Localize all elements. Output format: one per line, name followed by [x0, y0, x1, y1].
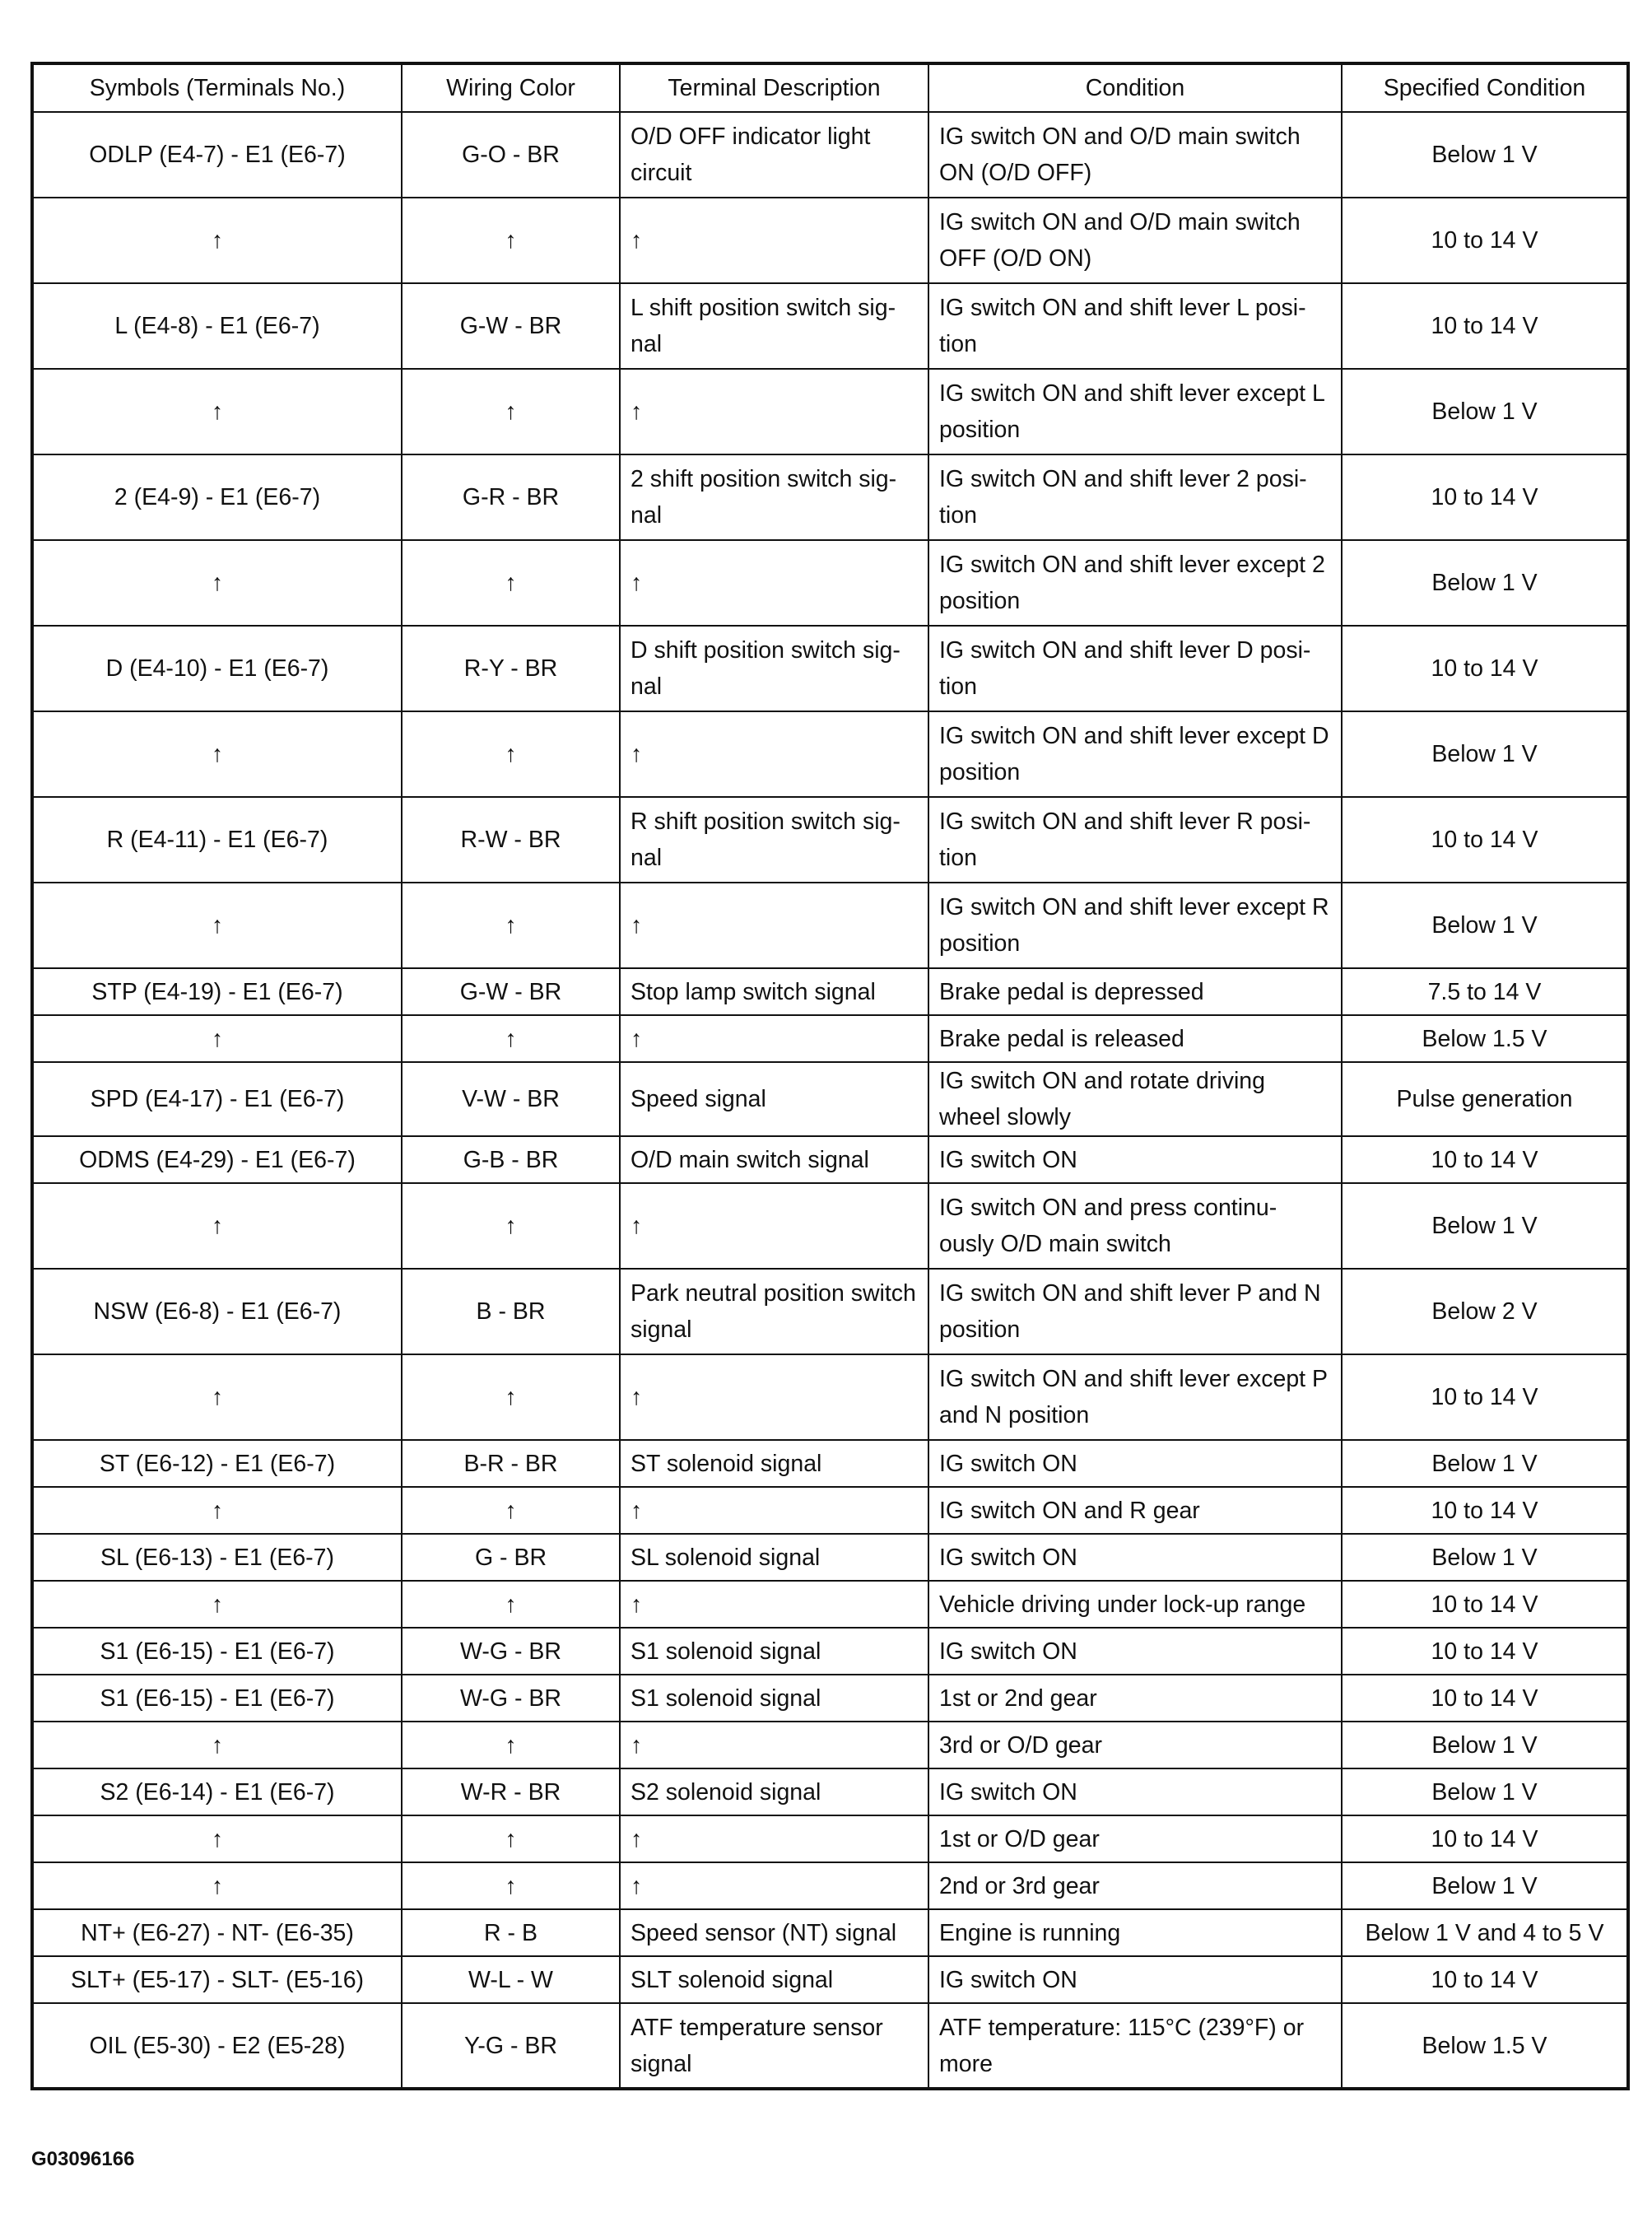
cell-symbol: S1 (E6-15) - E1 (E6-7)	[32, 1675, 402, 1722]
cell-symbol: ↑	[32, 711, 402, 797]
cell-symbol: NSW (E6-8) - E1 (E6-7)	[32, 1269, 402, 1354]
cell-terminal-description: O/D OFF indicator light circuit	[620, 112, 928, 198]
cell-terminal-description: ↑	[620, 369, 928, 454]
table-row	[32, 2003, 1628, 2089]
figure-id: G03096166	[31, 2148, 135, 2170]
cell-specified-condition: 10 to 14 V	[1342, 1581, 1628, 1628]
cell-condition: 1st or O/D gear	[928, 1815, 1342, 1862]
cell-specified-condition: 10 to 14 V	[1342, 797, 1628, 883]
cell-condition: 2nd or 3rd gear	[928, 1862, 1342, 1909]
cell-terminal-description: ↑	[620, 198, 928, 283]
cell-terminal-description: ST solenoid signal	[620, 1440, 928, 1487]
cell-condition: IG switch ON and shift lever D posi-tion	[928, 626, 1342, 711]
cell-wiring-color: R-Y - BR	[402, 626, 620, 711]
cell-condition: IG switch ON	[928, 1956, 1342, 2003]
cell-condition: IG switch ON	[928, 1628, 1342, 1675]
table-row	[32, 1440, 1628, 1487]
table-row	[32, 1534, 1628, 1581]
cell-symbol: SLT+ (E5-17) - SLT- (E5-16)	[32, 1956, 402, 2003]
cell-wiring-color: ↑	[402, 1815, 620, 1862]
cell-terminal-description: ↑	[620, 1862, 928, 1909]
cell-symbol: ST (E6-12) - E1 (E6-7)	[32, 1440, 402, 1487]
cell-terminal-description: ↑	[620, 1354, 928, 1440]
cell-condition: IG switch ON and rotate driving wheel slowly	[928, 1062, 1342, 1136]
cell-wiring-color: B-R - BR	[402, 1440, 620, 1487]
cell-terminal-description: ATF temperature sensor signal	[620, 2003, 928, 2089]
cell-condition: IG switch ON	[928, 1440, 1342, 1487]
cell-terminal-description: SLT solenoid signal	[620, 1956, 928, 2003]
cell-wiring-color: V-W - BR	[402, 1062, 620, 1136]
cell-specified-condition: Below 1 V and 4 to 5 V	[1342, 1909, 1628, 1956]
cell-condition: 1st or 2nd gear	[928, 1675, 1342, 1722]
cell-symbol: OIL (E5-30) - E2 (E5-28)	[32, 2003, 402, 2089]
cell-specified-condition: 10 to 14 V	[1342, 1354, 1628, 1440]
cell-symbol: ↑	[32, 1862, 402, 1909]
cell-condition: IG switch ON	[928, 1534, 1342, 1581]
cell-condition: IG switch ON and shift lever except R position	[928, 883, 1342, 968]
table-row	[32, 626, 1628, 711]
cell-wiring-color: ↑	[402, 1487, 620, 1534]
cell-wiring-color: G-B - BR	[402, 1136, 620, 1183]
cell-wiring-color: Y-G - BR	[402, 2003, 620, 2089]
cell-specified-condition: Below 1 V	[1342, 369, 1628, 454]
cell-condition: IG switch ON	[928, 1768, 1342, 1815]
table-row	[32, 1354, 1628, 1440]
cell-wiring-color: ↑	[402, 1722, 620, 1768]
cell-wiring-color: B - BR	[402, 1269, 620, 1354]
cell-symbol: ↑	[32, 1354, 402, 1440]
cell-condition: IG switch ON and shift lever except P and N position	[928, 1354, 1342, 1440]
cell-condition: 3rd or O/D gear	[928, 1722, 1342, 1768]
table-row	[32, 112, 1628, 198]
cell-wiring-color: ↑	[402, 369, 620, 454]
cell-wiring-color: G-W - BR	[402, 283, 620, 369]
cell-terminal-description: Park neutral position switch signal	[620, 1269, 928, 1354]
cell-wiring-color: G-W - BR	[402, 968, 620, 1015]
table-row	[32, 1062, 1628, 1136]
cell-symbol: ↑	[32, 1581, 402, 1628]
cell-symbol: ODMS (E4-29) - E1 (E6-7)	[32, 1136, 402, 1183]
cell-specified-condition: 10 to 14 V	[1342, 1815, 1628, 1862]
cell-wiring-color: G-R - BR	[402, 454, 620, 540]
cell-terminal-description: S1 solenoid signal	[620, 1628, 928, 1675]
cell-condition: IG switch ON and shift lever 2 posi-tion	[928, 454, 1342, 540]
cell-wiring-color: G-O - BR	[402, 112, 620, 198]
cell-symbol: ↑	[32, 1183, 402, 1269]
table-row	[32, 1768, 1628, 1815]
table-row	[32, 1269, 1628, 1354]
table-row	[32, 454, 1628, 540]
cell-symbol: D (E4-10) - E1 (E6-7)	[32, 626, 402, 711]
cell-wiring-color: ↑	[402, 711, 620, 797]
terminal-spec-table	[30, 62, 1630, 2090]
table-row	[32, 540, 1628, 626]
cell-wiring-color: R - B	[402, 1909, 620, 1956]
cell-terminal-description: ↑	[620, 711, 928, 797]
cell-specified-condition: Below 1 V	[1342, 1183, 1628, 1269]
table-row	[32, 1628, 1628, 1675]
cell-condition: IG switch ON and shift lever except D position	[928, 711, 1342, 797]
cell-specified-condition: 10 to 14 V	[1342, 454, 1628, 540]
cell-wiring-color: ↑	[402, 1862, 620, 1909]
cell-specified-condition: Below 1 V	[1342, 1768, 1628, 1815]
cell-symbol: SL (E6-13) - E1 (E6-7)	[32, 1534, 402, 1581]
table-row	[32, 1136, 1628, 1183]
cell-symbol: ↑	[32, 1487, 402, 1534]
cell-terminal-description: ↑	[620, 883, 928, 968]
cell-condition: IG switch ON and shift lever P and N position	[928, 1269, 1342, 1354]
cell-condition: IG switch ON	[928, 1136, 1342, 1183]
table-row	[32, 968, 1628, 1015]
cell-condition: IG switch ON and O/D main switch OFF (O/D ON)	[928, 198, 1342, 283]
cell-condition: IG switch ON and shift lever except L position	[928, 369, 1342, 454]
cell-symbol: ↑	[32, 369, 402, 454]
cell-terminal-description: ↑	[620, 1015, 928, 1062]
cell-terminal-description: ↑	[620, 1183, 928, 1269]
cell-terminal-description: L shift position switch sig-nal	[620, 283, 928, 369]
cell-condition: Brake pedal is depressed	[928, 968, 1342, 1015]
cell-symbol: ↑	[32, 883, 402, 968]
cell-specified-condition: 7.5 to 14 V	[1342, 968, 1628, 1015]
cell-specified-condition: 10 to 14 V	[1342, 1136, 1628, 1183]
cell-condition: IG switch ON and R gear	[928, 1487, 1342, 1534]
cell-terminal-description: R shift position switch sig-nal	[620, 797, 928, 883]
table-header-row	[32, 63, 1628, 112]
cell-specified-condition: 10 to 14 V	[1342, 1628, 1628, 1675]
cell-specified-condition: 10 to 14 V	[1342, 1487, 1628, 1534]
cell-symbol: ↑	[32, 1722, 402, 1768]
table-row	[32, 1815, 1628, 1862]
column-header-specified-condition: Specified Condition	[1342, 63, 1628, 112]
cell-terminal-description: ↑	[620, 1815, 928, 1862]
cell-terminal-description: ↑	[620, 1581, 928, 1628]
table-row	[32, 1015, 1628, 1062]
cell-wiring-color: ↑	[402, 198, 620, 283]
cell-terminal-description: O/D main switch signal	[620, 1136, 928, 1183]
cell-condition: IG switch ON and shift lever R posi-tion	[928, 797, 1342, 883]
cell-symbol: ↑	[32, 1815, 402, 1862]
table-row	[32, 283, 1628, 369]
table-row	[32, 1487, 1628, 1534]
cell-specified-condition: Below 1 V	[1342, 540, 1628, 626]
table-row	[32, 883, 1628, 968]
column-header-wiring-color: Wiring Color	[402, 63, 620, 112]
table-row	[32, 1956, 1628, 2003]
cell-specified-condition: 10 to 14 V	[1342, 283, 1628, 369]
column-header-symbols: Symbols (Terminals No.)	[32, 63, 402, 112]
cell-specified-condition: 10 to 14 V	[1342, 1675, 1628, 1722]
table-row	[32, 1862, 1628, 1909]
table-body	[32, 112, 1628, 2089]
cell-terminal-description: S2 solenoid signal	[620, 1768, 928, 1815]
cell-specified-condition: Below 1 V	[1342, 1534, 1628, 1581]
cell-terminal-description: ↑	[620, 540, 928, 626]
cell-symbol: 2 (E4-9) - E1 (E6-7)	[32, 454, 402, 540]
cell-wiring-color: G - BR	[402, 1534, 620, 1581]
cell-specified-condition: Below 1.5 V	[1342, 1015, 1628, 1062]
cell-wiring-color: W-L - W	[402, 1956, 620, 2003]
cell-symbol: ↑	[32, 198, 402, 283]
cell-specified-condition: Pulse generation	[1342, 1062, 1628, 1136]
cell-wiring-color: R-W - BR	[402, 797, 620, 883]
cell-specified-condition: Below 1 V	[1342, 1862, 1628, 1909]
cell-specified-condition: 10 to 14 V	[1342, 198, 1628, 283]
cell-wiring-color: W-G - BR	[402, 1675, 620, 1722]
cell-wiring-color: W-R - BR	[402, 1768, 620, 1815]
cell-specified-condition: Below 1 V	[1342, 711, 1628, 797]
cell-specified-condition: Below 1.5 V	[1342, 2003, 1628, 2089]
cell-terminal-description: Speed signal	[620, 1062, 928, 1136]
cell-symbol: S1 (E6-15) - E1 (E6-7)	[32, 1628, 402, 1675]
cell-condition: IG switch ON and O/D main switch ON (O/D OFF)	[928, 112, 1342, 198]
cell-specified-condition: Below 1 V	[1342, 883, 1628, 968]
cell-condition: ATF temperature: 115°C (239°F) or more	[928, 2003, 1342, 2089]
cell-wiring-color: W-G - BR	[402, 1628, 620, 1675]
cell-wiring-color: ↑	[402, 1015, 620, 1062]
cell-specified-condition: 10 to 14 V	[1342, 626, 1628, 711]
cell-condition: IG switch ON and shift lever L posi-tion	[928, 283, 1342, 369]
cell-condition: Vehicle driving under lock-up range	[928, 1581, 1342, 1628]
cell-symbol: ↑	[32, 1015, 402, 1062]
cell-terminal-description: ↑	[620, 1487, 928, 1534]
column-header-terminal-description: Terminal Description	[620, 63, 928, 112]
cell-symbol: STP (E4-19) - E1 (E6-7)	[32, 968, 402, 1015]
cell-condition: Engine is running	[928, 1909, 1342, 1956]
cell-terminal-description: ↑	[620, 1722, 928, 1768]
cell-condition: Brake pedal is released	[928, 1015, 1342, 1062]
table-row	[32, 797, 1628, 883]
cell-specified-condition: Below 1 V	[1342, 1440, 1628, 1487]
cell-terminal-description: Speed sensor (NT) signal	[620, 1909, 928, 1956]
cell-symbol: NT+ (E6-27) - NT- (E6-35)	[32, 1909, 402, 1956]
table-row	[32, 1722, 1628, 1768]
cell-specified-condition: Below 1 V	[1342, 1722, 1628, 1768]
cell-wiring-color: ↑	[402, 1354, 620, 1440]
cell-wiring-color: ↑	[402, 540, 620, 626]
cell-terminal-description: Stop lamp switch signal	[620, 968, 928, 1015]
table-row	[32, 711, 1628, 797]
cell-condition: IG switch ON and shift lever except 2 position	[928, 540, 1342, 626]
cell-symbol: S2 (E6-14) - E1 (E6-7)	[32, 1768, 402, 1815]
cell-symbol: ↑	[32, 540, 402, 626]
cell-terminal-description: S1 solenoid signal	[620, 1675, 928, 1722]
table-row	[32, 1909, 1628, 1956]
cell-wiring-color: ↑	[402, 883, 620, 968]
cell-terminal-description: 2 shift position switch sig-nal	[620, 454, 928, 540]
cell-symbol: SPD (E4-17) - E1 (E6-7)	[32, 1062, 402, 1136]
cell-specified-condition: Below 2 V	[1342, 1269, 1628, 1354]
table-row	[32, 1675, 1628, 1722]
table-row	[32, 198, 1628, 283]
cell-symbol: L (E4-8) - E1 (E6-7)	[32, 283, 402, 369]
cell-terminal-description: D shift position switch sig-nal	[620, 626, 928, 711]
cell-specified-condition: 10 to 14 V	[1342, 1956, 1628, 2003]
cell-symbol: R (E4-11) - E1 (E6-7)	[32, 797, 402, 883]
cell-terminal-description: SL solenoid signal	[620, 1534, 928, 1581]
column-header-condition: Condition	[928, 63, 1342, 112]
table-row	[32, 1581, 1628, 1628]
cell-condition: IG switch ON and press continu-ously O/D main switch	[928, 1183, 1342, 1269]
cell-wiring-color: ↑	[402, 1581, 620, 1628]
cell-symbol: ODLP (E4-7) - E1 (E6-7)	[32, 112, 402, 198]
table-row	[32, 1183, 1628, 1269]
cell-specified-condition: Below 1 V	[1342, 112, 1628, 198]
cell-wiring-color: ↑	[402, 1183, 620, 1269]
table-row	[32, 369, 1628, 454]
